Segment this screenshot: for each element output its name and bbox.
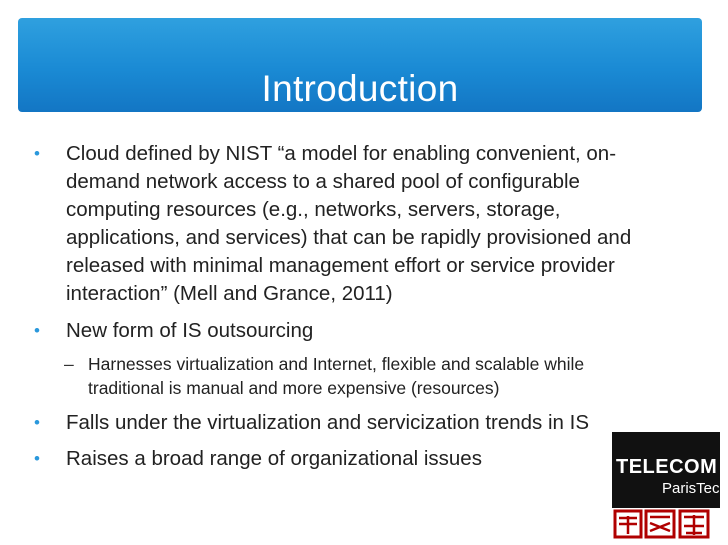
bullet-text: New form of IS outsourcing bbox=[66, 319, 314, 342]
bullet-text: Cloud defined by NIST “a model for enabling convenient, on-demand network access to a shared pool of configurable computing resources (e.g., networks, servers, storage, applications, and services) that can be rapidly provisioned and released with minimal management effort or service provider interaction” (Mell and Grance, 2011) bbox=[66, 142, 632, 305]
logo-background bbox=[612, 432, 728, 508]
bullet-marker-icon: • bbox=[34, 449, 40, 468]
bullet-marker-icon: • bbox=[34, 413, 40, 432]
bullet-text: Raises a broad range of organizational issues bbox=[66, 447, 482, 470]
logo-line1: TELECOM bbox=[616, 456, 718, 478]
logo-seal-icon bbox=[612, 508, 720, 540]
bullet-item bbox=[34, 317, 674, 345]
slide-title: Introduction bbox=[261, 68, 459, 109]
bullet-marker-icon: • bbox=[34, 321, 40, 340]
title-banner bbox=[18, 18, 702, 112]
sub-bullet-item bbox=[64, 352, 654, 400]
bullet-text: Falls under the virtualization and servicization trends in IS bbox=[66, 411, 590, 434]
sub-bullet-text: Harnesses virtualization and Internet, flexible and scalable while traditional is manual and more expensive (resources) bbox=[88, 354, 585, 398]
logo-line2: ParisTech bbox=[662, 480, 728, 497]
telecom-paristech-logo bbox=[612, 432, 728, 540]
dash-icon: – bbox=[64, 354, 74, 374]
bullet-item bbox=[34, 140, 674, 308]
bullet-marker-icon: • bbox=[34, 144, 40, 163]
bullet-item bbox=[34, 409, 674, 437]
bullet-item bbox=[34, 445, 674, 473]
